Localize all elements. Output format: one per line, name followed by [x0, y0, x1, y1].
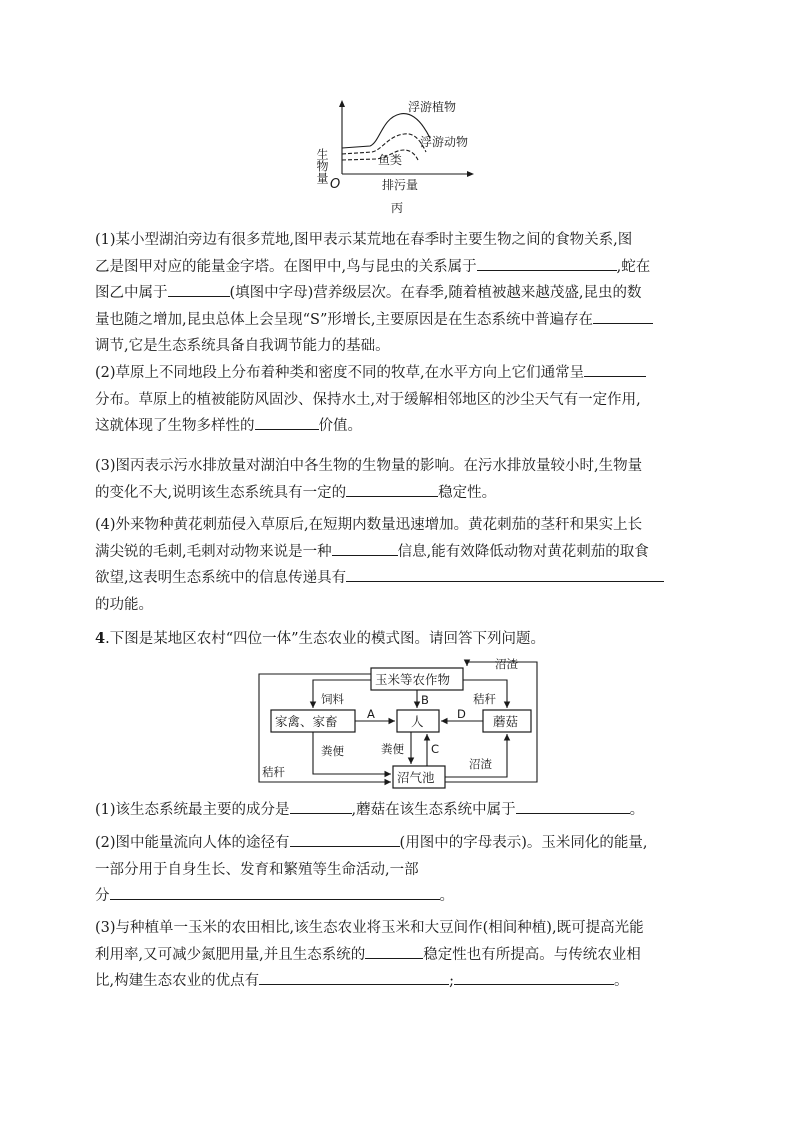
- q4-p3-text: 利用率,又可减少氮肥用量,并且生态系统的: [95, 946, 366, 963]
- y-axis-arrow: [339, 100, 345, 107]
- answer-blank[interactable]: [593, 309, 653, 324]
- q3-p1-line: (1)某小型湖泊旁边有很多荒地,图甲表示某荒地在春季时主要生物之间的食物关系,图: [95, 232, 633, 248]
- q4-p1-text: ,蘑菇在该生态系统中属于: [351, 802, 516, 818]
- answer-blank[interactable]: [477, 256, 617, 271]
- q4-p3-text: 。: [614, 973, 629, 989]
- answer-blank[interactable]: [584, 362, 646, 377]
- q3-p2-text: 这就体现了生物多样性的: [95, 418, 255, 434]
- edge-label-a: A: [367, 707, 375, 721]
- q4-p2-text: 分: [95, 888, 110, 904]
- y-axis-label: 生物量: [315, 148, 329, 184]
- q3-p2-line: 分布。草原上的植被能防风固沙、保持水土,对于缓解相邻地区的沙尘天气有一定作用,: [95, 391, 641, 408]
- q3-part1: [95, 227, 699, 360]
- answer-blank[interactable]: [255, 415, 319, 430]
- answer-blank[interactable]: [454, 970, 614, 985]
- q3-p3-text: 稳定性。: [438, 484, 497, 501]
- q4-part2: [95, 830, 699, 910]
- origin-label: O: [330, 177, 341, 192]
- q3-p4-line: (4)外来物种黄花刺茄侵入草原后,在短期内数量迅速增加。黄花刺茄的茎秆和果实上长: [95, 517, 643, 533]
- node-mushroom-label: 蘑菇: [493, 714, 519, 729]
- q3-p1-text: 乙是图甲对应的能量金字塔。在图甲中,鸟与昆虫的关系属于: [95, 258, 477, 275]
- edge-label-c: C: [431, 742, 440, 756]
- q4-p2-line: 一部分用于自身生长、发育和繁殖等生命活动,一部: [95, 861, 419, 878]
- edge-label-straw: 秸秆: [473, 692, 496, 706]
- label-phytoplankton: 浮游植物: [408, 100, 457, 114]
- question-number: 4: [95, 630, 106, 647]
- q4-p2-text: (用图中的字母表示)。玉米同化的能量,: [399, 835, 648, 851]
- edge-label-dung: 粪便: [321, 744, 344, 758]
- edge-label-feed: 饲料: [321, 692, 344, 706]
- q3-p1-text: ,蛇在: [616, 258, 651, 275]
- x-axis-arrow: [467, 171, 474, 177]
- q3-p4-text: 信息,能有效降低动物对黄花刺茄的取食: [397, 543, 649, 560]
- q3-p1-text: 量也随之增加,昆虫总体上会呈现“S”形增长,主要原因是在生态系统中普遍存在: [95, 311, 593, 328]
- q3-p1-text: (填图中字母)营养级层次。在春季,随着植被越来越茂盛,昆虫的数: [229, 285, 642, 301]
- label-fish: 鱼类: [378, 153, 403, 167]
- q3-p4-line: 的功能。: [95, 596, 153, 613]
- q4-part1: [95, 797, 699, 824]
- node-biogas-pit-label: 沼气池: [397, 770, 435, 785]
- answer-blank[interactable]: [516, 799, 630, 814]
- answer-blank[interactable]: [332, 541, 398, 556]
- answer-blank[interactable]: [346, 482, 438, 497]
- answer-blank[interactable]: [365, 944, 423, 959]
- q3-p2-text: 价值。: [318, 418, 362, 434]
- q4-p3-line: (3)与种植单一玉米的农田相比,该生态农业将玉米和大豆间作(相间种植),既可提高光能: [95, 920, 644, 936]
- x-axis-label: 排污量: [382, 178, 419, 192]
- figure-bing-graph: [315, 96, 503, 192]
- q4-p1-text: 。: [629, 802, 645, 818]
- q3-part3: [95, 453, 699, 506]
- edge-label-b: B: [421, 693, 429, 707]
- edge-label-straw-biogas: 秸秆: [262, 765, 285, 779]
- node-human-label: 人: [411, 714, 424, 729]
- q3-p1-text: 图乙中属于: [95, 285, 168, 301]
- q4-p1-text: (1)该生态系统最主要的成分是: [95, 802, 290, 818]
- q3-p3-text: 的变化不大,说明该生态系统具有一定的: [95, 484, 347, 501]
- q4-p3-text: 稳定性也有所提高。与传统农业相: [423, 946, 641, 963]
- answer-blank[interactable]: [290, 799, 352, 814]
- q4-part3: [95, 915, 699, 995]
- q3-p4-text: 满尖锐的毛刺,毛刺对动物来说是一种: [95, 543, 332, 560]
- answer-blank[interactable]: [259, 970, 449, 985]
- node-livestock-label: 家禽、家畜: [275, 714, 338, 729]
- answer-blank[interactable]: [290, 832, 400, 847]
- q4-stem: [95, 626, 699, 653]
- edge-label-residue: 沼渣: [495, 657, 518, 671]
- q4-stem-text: .下图是某地区农村“四位一体”生态农业的模式图。请回答下列问题。: [105, 631, 546, 647]
- node-corn-crops-label: 玉米等农作物: [375, 672, 451, 687]
- q4-p2-text: 。: [439, 888, 454, 904]
- q3-p3-line: (3)图丙表示污水排放量对湖泊中各生物的生物量的影响。在污水排放量较小时,生物量: [95, 458, 643, 474]
- figure-bing-caption: 丙: [391, 201, 404, 215]
- eco-agriculture-diagram: [255, 658, 545, 790]
- answer-blank[interactable]: [110, 885, 440, 900]
- answer-blank[interactable]: [346, 567, 664, 582]
- q3-part4: [95, 512, 699, 618]
- q4-p3-text: 比,构建生态农业的优点有: [95, 973, 260, 989]
- q4-p2-text: (2)图中能量流向人体的途径有: [95, 835, 290, 851]
- label-zooplankton: 浮游动物: [420, 135, 469, 149]
- q3-part2: [95, 360, 699, 440]
- q4-p3-text: ;: [449, 973, 454, 989]
- edge-label-d: D: [457, 707, 466, 721]
- q3-p1-line: 调节,它是生态系统具备自我调节能力的基础。: [95, 338, 390, 354]
- edge-label-dung: 粪便: [381, 742, 404, 756]
- curve-zooplankton: [342, 134, 426, 154]
- curve-phytoplankton: [342, 114, 430, 148]
- q3-p4-text: 欲望,这表明生态系统中的信息传递具有: [95, 570, 347, 586]
- q3-p2-text: (2)草原上不同地段上分布着种类和密度不同的牧草,在水平方向上它们通常呈: [95, 365, 585, 381]
- answer-blank[interactable]: [168, 282, 230, 297]
- edge-label-residue: 沼渣: [469, 757, 492, 771]
